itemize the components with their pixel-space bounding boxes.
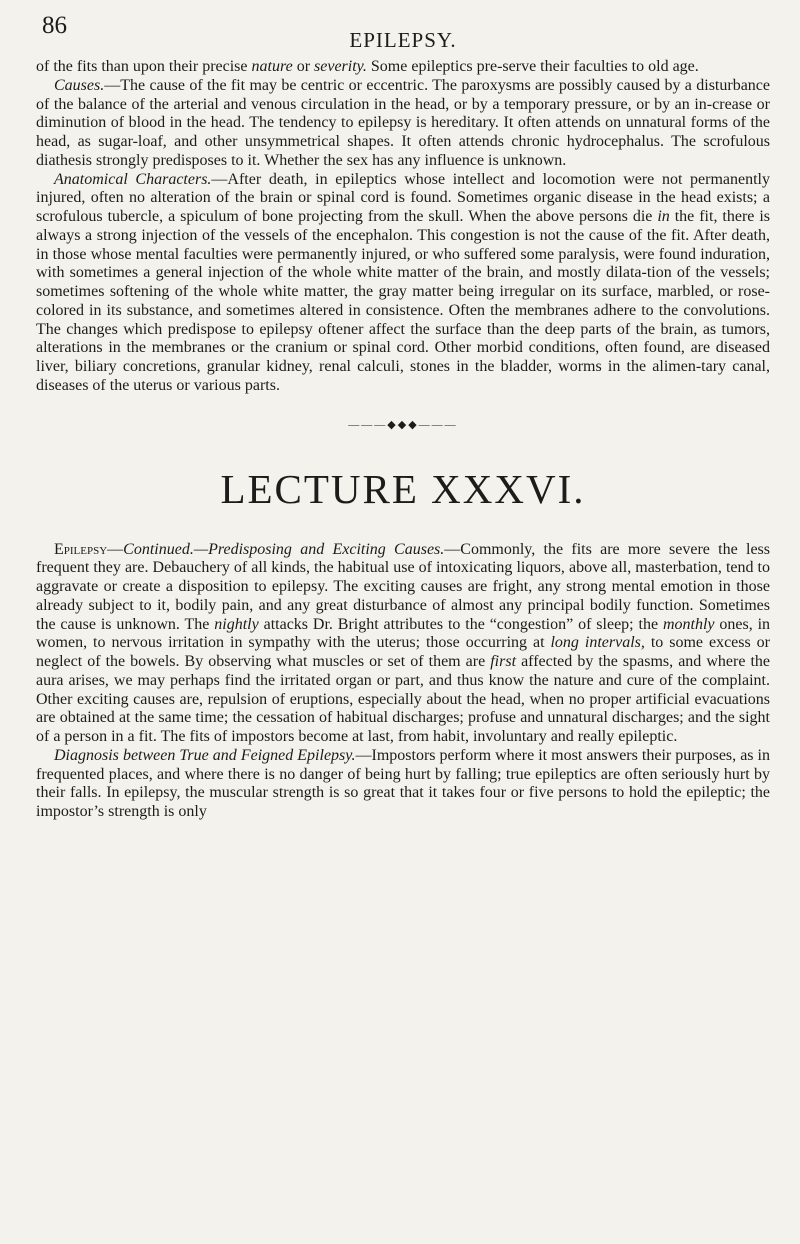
body-text	[36, 58, 770, 396]
section-heading-anatomical-characters: Anatomical Characters.	[54, 170, 212, 188]
lecture-title: LECTURE XXXVI.	[220, 465, 586, 512]
paragraph-diagnosis	[36, 747, 770, 822]
paragraph-causes	[36, 77, 770, 171]
paragraph-anatomical-characters	[36, 171, 770, 396]
page-header	[36, 0, 770, 58]
paragraph-exciting-causes	[36, 541, 770, 747]
italic-run: in	[657, 208, 670, 225]
text-run: Some epileptics pre-serve their faculties to old age.	[366, 58, 699, 75]
text-run: —Impostors perform where it most answers their purposes, as in frequented places, and where there is no danger of being hurt by falling; true epileptics are often seriously hurt by their falls. In epilepsy, the muscular strength is so great that it takes four or five persons to hold the epileptic; the impostor’s strength is only	[36, 746, 771, 820]
text-run: affected by the spasms, and where the aura arises, we may perhaps find the irritated organ or part, and thus know the nature and cure of the complaint. Other exciting causes are, repulsion of eruptions, especially about the head, when no proper artificial evacuations are obtained at the same time; the cessation of habitual discharges; profuse and unnatural discharges; and the sight of a person in a fit. The fits of impostors become at last, from habit, involuntary and really epileptic.	[36, 653, 770, 745]
running-head: EPILEPSY.	[349, 28, 457, 52]
italic-run: severity.	[314, 58, 367, 75]
text-run: the fit, there is always a strong injection of the vessels of the encephalon. This congestion is not the cause of the fit. After death, in those whose mental faculties were permanently injured, or who suffered some paralysis, were found induration, with sometimes a general injection of the whole white matter of the brain, and mostly dilata-tion of the vessels; sometimes softening of the whole white matter, the gray matter being irregular on its surface, marbled, or rose-colored in its substance, and sometimes altered in consistence. Often the membranes adhere to the convolutions. The changes which predispose to epilepsy oftener affect the surface than the deep parts of the brain, as tumors, alterations in the membranes or the cranium or spinal cord. Other morbid conditions, often found, are diseased liver, biliary concretions, granular kidney, renal calculi, stones in the bladder, worms in the alimen-tary canal, diseases of the uterus or various parts.	[36, 208, 770, 394]
section-heading-predisposing-causes: Continued.—Predisposing and Exciting Causes.	[123, 540, 445, 558]
text-run: attacks Dr. Bright attributes to the “congestion” of sleep; the	[258, 615, 663, 633]
page-number: 86	[42, 12, 67, 39]
book-page	[36, 0, 770, 822]
text-run: —After death, in epileptics whose intellect and locomotion were not permanently injured, often no alteration of the brain or spinal cord is found. Sometimes organic disease in the head exists; a scrofulous tubercle, a spiculum of bone projecting from the skull. When the above persons die	[36, 170, 771, 225]
text-run: ones, in women, to nervous irritation in sympathy with the uterus; those occurring at	[36, 615, 771, 652]
italic-run: nature	[251, 58, 293, 75]
text-run: of the fits than upon their precise	[36, 58, 252, 75]
paragraph-fits-severity	[36, 58, 770, 77]
body-text-lecture	[36, 541, 770, 822]
text-run: —The cause of the fit may be centric or eccentric. The paroxysms are possibly caused by a disturbance of the balance of the arterial and venous circulation in the head, or by a temporary pressure, or by an in-crease or diminution of blood in the head. The tendency to epilepsy is hereditary. It often attends on unnatural forms of the head, as sugar-loaf, and other unsymmetrical shapes. It often attends chronic hydrocephalus. The scrofulous diathesis strongly predisposes to it. Whether the sex has any influence is unknown.	[36, 76, 770, 169]
italic-run: first	[490, 653, 517, 670]
text-run: —	[107, 540, 124, 558]
italic-run: long intervals,	[550, 634, 645, 652]
section-divider-ornament: ———◆◆◆———	[348, 418, 458, 431]
italic-run: monthly	[662, 615, 715, 633]
text-run: or	[292, 58, 315, 75]
small-caps-run: Epilepsy	[54, 540, 108, 558]
text-run: to some excess or neglect of the bowels. By observing what muscles or set of them are	[36, 634, 771, 670]
italic-run: nightly	[214, 615, 259, 633]
section-heading-diagnosis: Diagnosis between True and Feigned Epilepsy.	[54, 746, 356, 764]
section-heading-causes: Causes.	[54, 76, 105, 94]
text-run: —Commonly, the fits are more severe the less frequent they are. Debauchery of all kinds, the habitual use of intoxicating liquors, above all, masterbation, tend to aggravate or create a disposition to epilepsy. The exciting causes are fright, any strong mental emotion in those already subject to it, bodily pain, and any great disturbance of almost any principal bodily function. Sometimes the cause is unknown. The	[36, 540, 771, 633]
